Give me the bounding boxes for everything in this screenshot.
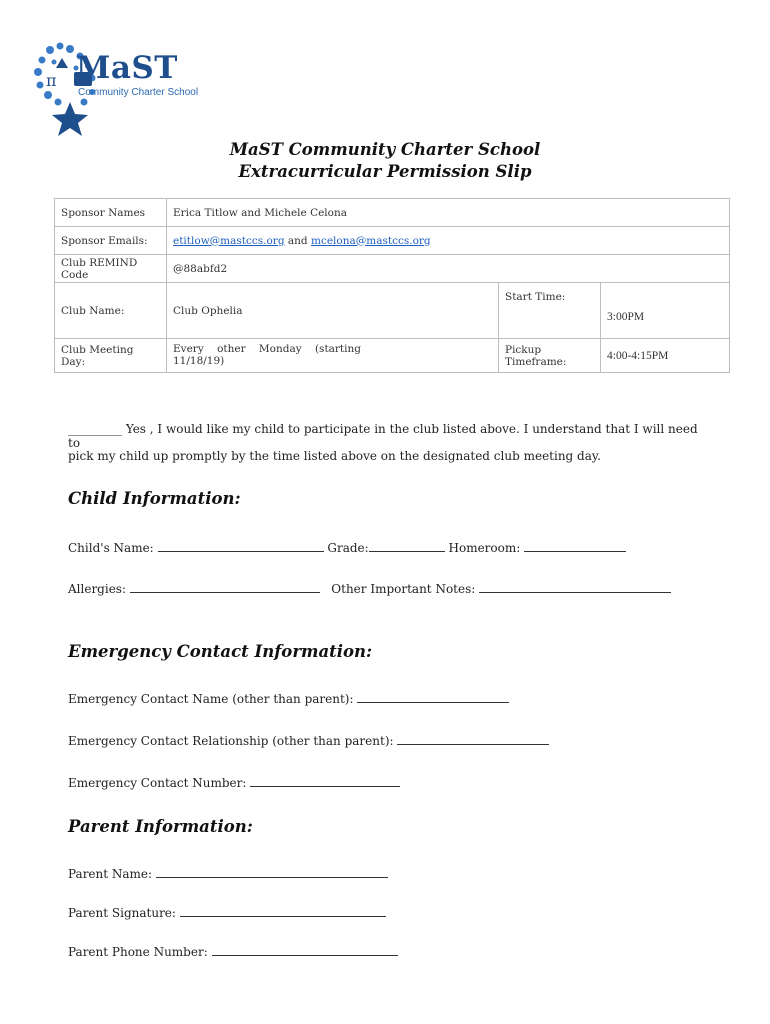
document-title: MaST Community Charter School: [229, 140, 541, 159]
allergies-label: Allergies:: [68, 582, 127, 596]
emergency-relationship-row: [68, 733, 549, 748]
table-row: [55, 339, 730, 373]
consent-text: Yes , I would like my child to participate in the club listed above. I understand that I will need to: [68, 422, 698, 450]
email-joiner: and: [287, 234, 308, 247]
emergency-number-row: [68, 775, 400, 790]
club-info-table: [54, 198, 730, 373]
remind-code-label: Club REMIND Code: [55, 255, 167, 283]
pickup-label: Pickup Timeframe:: [499, 339, 601, 373]
parent-phone-label: Parent Phone Number:: [68, 945, 208, 959]
meeting-day-line2: 11/18/19): [173, 355, 225, 367]
parent-signature-field[interactable]: [180, 905, 386, 917]
table-row: [55, 283, 730, 339]
child-info-heading: Child Information:: [68, 489, 241, 508]
meeting-day-value: [167, 339, 499, 373]
emergency-number-field[interactable]: [250, 775, 400, 787]
table-row: [55, 255, 730, 283]
meeting-day-word: Monday: [258, 343, 302, 355]
meeting-day-word: (starting: [314, 343, 361, 355]
emergency-info-heading: Emergency Contact Information:: [68, 642, 373, 661]
sponsor-names-value: Erica Titlow and Michele Celona: [167, 199, 730, 227]
pickup-value: 4:00-4:15PM: [601, 339, 730, 373]
parent-info-heading: Parent Information:: [68, 817, 253, 836]
parent-phone-field[interactable]: [212, 944, 398, 956]
sponsor-emails-label: Sponsor Emails:: [55, 227, 167, 255]
emergency-number-label: Emergency Contact Number:: [68, 776, 247, 790]
parent-name-label: Parent Name:: [68, 867, 153, 881]
club-name-label: Club Name:: [55, 283, 167, 339]
notes-field[interactable]: [479, 581, 671, 593]
emergency-name-label: Emergency Contact Name (other than parent):: [68, 692, 354, 706]
meeting-day-word: other: [217, 343, 246, 355]
parent-name-field[interactable]: [156, 866, 388, 878]
email-link-1[interactable]: etitlow@mastccs.org: [173, 234, 285, 247]
logo-subtitle: Community Charter School: [78, 87, 199, 98]
remind-code-value: @88abfd2: [167, 255, 730, 283]
logo-wordmark: MaST: [76, 50, 178, 86]
parent-phone-row: [68, 944, 398, 959]
meeting-day-line1: [173, 343, 361, 355]
start-time-label: Start Time:: [499, 283, 601, 339]
emergency-relationship-field[interactable]: [397, 733, 549, 745]
emergency-name-field[interactable]: [357, 691, 509, 703]
parent-signature-row: [68, 905, 386, 920]
homeroom-label: Homeroom:: [448, 541, 521, 555]
parent-signature-label: Parent Signature:: [68, 906, 176, 920]
child-name-label: Child's Name:: [68, 541, 154, 555]
consent-line-1: [68, 422, 708, 450]
grade-field[interactable]: [369, 540, 445, 552]
table-row: [55, 227, 730, 255]
consent-blank[interactable]: _________: [68, 422, 122, 436]
meeting-day-word: Every: [173, 343, 204, 355]
parent-name-row: [68, 866, 388, 881]
emergency-name-row: [68, 691, 509, 706]
meeting-day-label: Club Meeting Day:: [55, 339, 167, 373]
consent-line-2: pick my child up promptly by the time listed above on the designated club meeting day.: [68, 449, 601, 463]
table-row: [55, 199, 730, 227]
club-name-value: Club Ophelia: [167, 283, 499, 339]
emergency-relationship-label: Emergency Contact Relationship (other than parent):: [68, 734, 394, 748]
document-subtitle: Extracurricular Permission Slip: [238, 162, 532, 181]
email-link-2[interactable]: mcelona@mastccs.org: [311, 234, 431, 247]
allergies-field[interactable]: [130, 581, 320, 593]
child-name-row: [68, 540, 626, 555]
notes-label: Other Important Notes:: [331, 582, 476, 596]
homeroom-field[interactable]: [524, 540, 626, 552]
allergies-row: [68, 581, 671, 596]
grade-label: Grade:: [327, 541, 369, 555]
sponsor-emails-value: [167, 227, 730, 255]
child-name-field[interactable]: [158, 540, 324, 552]
sponsor-names-label: Sponsor Names: [55, 199, 167, 227]
svg-text:π: π: [46, 71, 57, 90]
start-time-value: 3:00PM: [601, 283, 730, 339]
